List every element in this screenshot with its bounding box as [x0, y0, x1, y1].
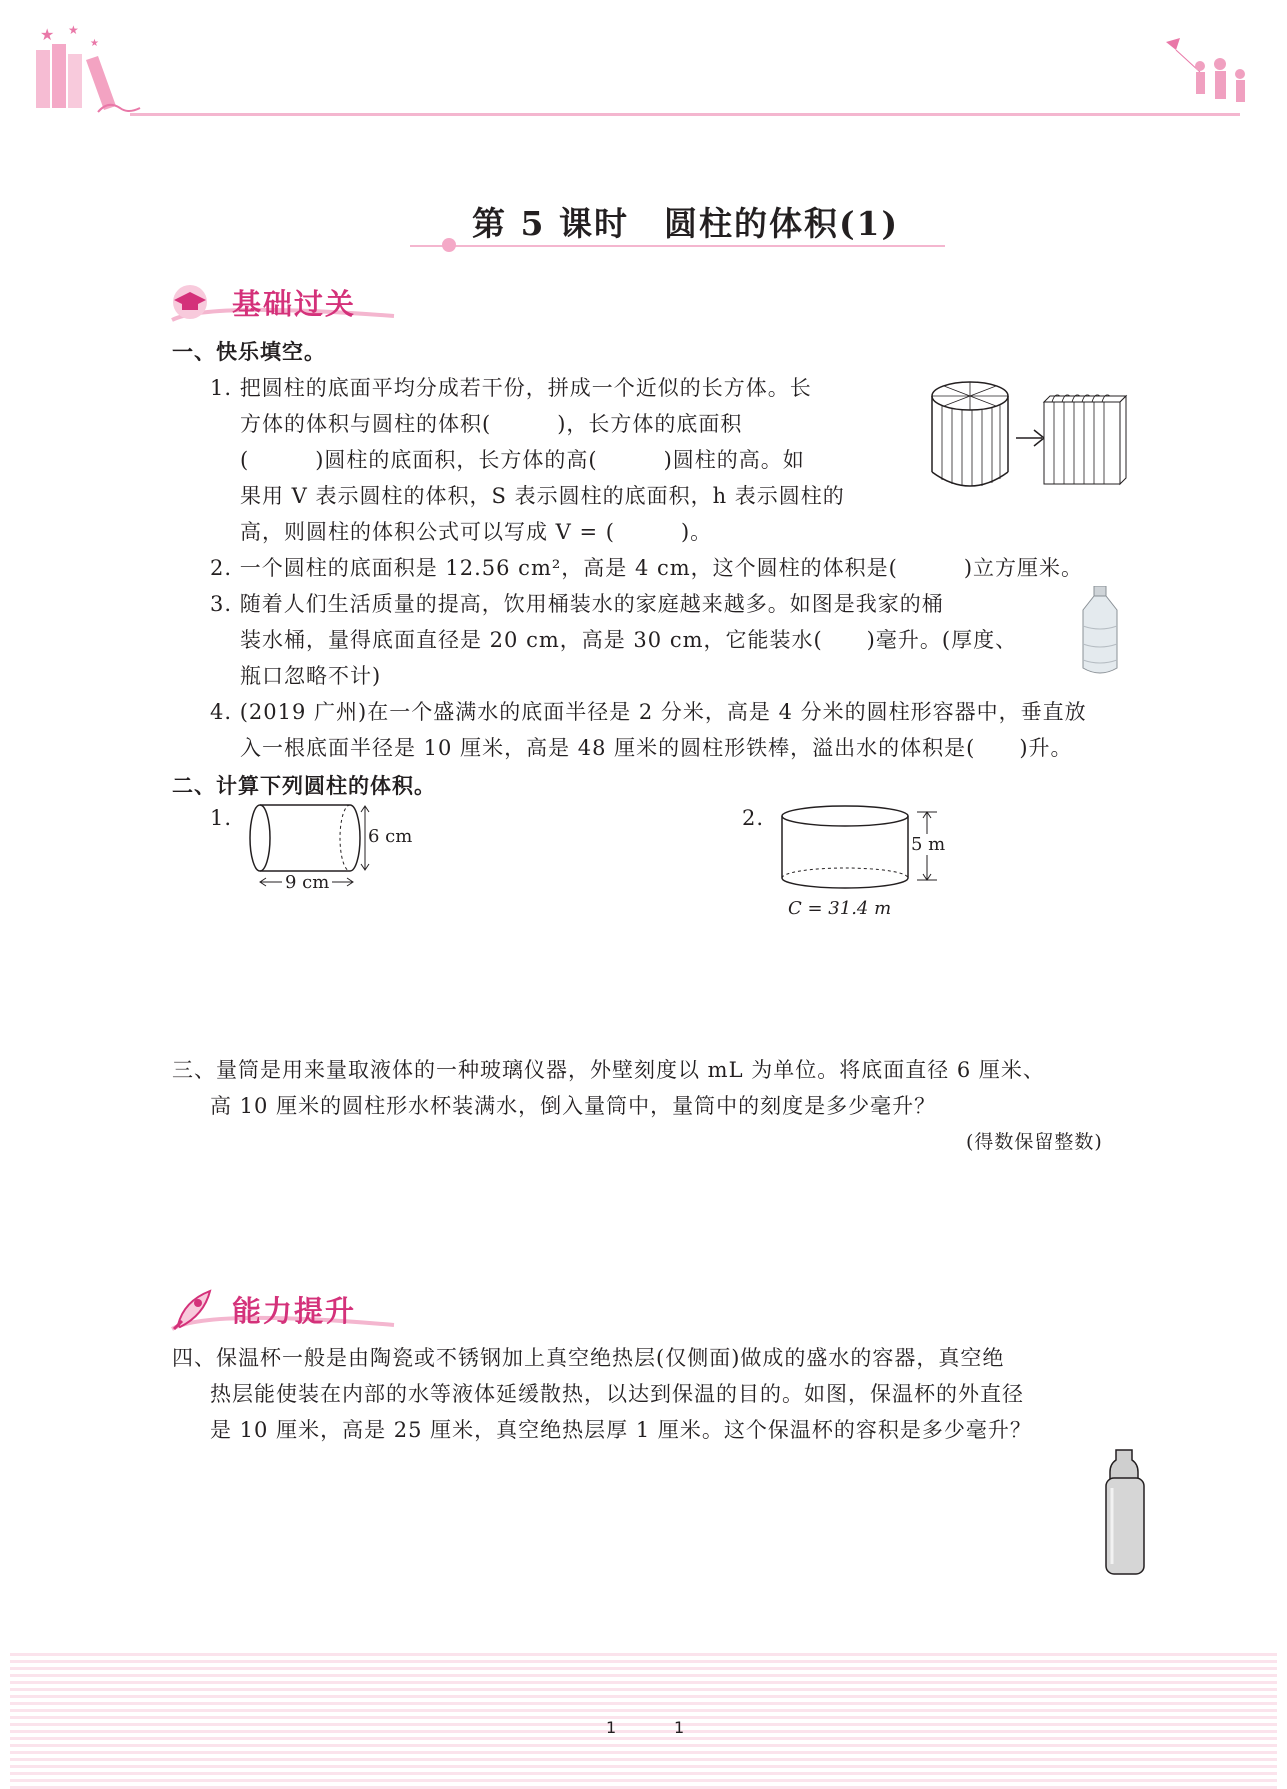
page-number-right: 1	[674, 1718, 685, 1737]
svg-text:★: ★	[68, 23, 79, 37]
ability-section-banner	[168, 1285, 398, 1335]
title-underline	[410, 245, 945, 247]
part3-line2: 高 10 厘米的圆柱形水杯装满水，倒入量筒中，量筒中的刻度是多少毫升？	[210, 1094, 937, 1118]
page-title: 第 5 课时 圆柱的体积(1)	[472, 204, 900, 243]
header-rule	[130, 113, 1240, 116]
part3-line1: 三、量筒是用来量取液体的一种玻璃仪器，外壁刻度以 mL 为单位。将底面直径 6 厘米、	[172, 1058, 1045, 1082]
part2-heading: 二、计算下列圆柱的体积。	[172, 774, 436, 798]
graduation-cap-icon	[170, 284, 212, 324]
title-underline-dot	[442, 238, 456, 252]
part4-line1: 四、保温杯一般是由陶瓷或不锈钢加上真空绝热层(仅侧面)做成的盛水的容器，真空绝	[172, 1346, 1005, 1370]
ability-section-title: 能力提升	[232, 1294, 357, 1328]
q1-line2: 方体的体积与圆柱的体积( )，长方体的底面积	[240, 412, 743, 436]
fig1-number: 1.	[210, 806, 233, 830]
rocket-icon	[170, 1287, 216, 1335]
q4-line2: 入一根底面半径是 10 厘米，高是 48 厘米的圆柱形铁棒，溢出水的体积是( )升。	[240, 736, 1073, 760]
q3-line1: 3. 随着人们生活质量的提高，饮用桶装水的家庭越来越多。如图是我家的桶	[210, 592, 944, 616]
part3-note: (得数保留整数)	[966, 1131, 1103, 1153]
water-bucket-icon	[1075, 586, 1125, 678]
footer-band	[10, 1653, 1277, 1789]
part4-line3: 是 10 厘米，高是 25 厘米，真空绝热层厚 1 厘米。这个保温杯的容积是多少毫升？	[210, 1418, 1032, 1442]
basic-section-banner	[168, 280, 398, 326]
q1-line5: 高，则圆柱的体积公式可以写成 V = ( )。	[240, 520, 713, 544]
q3-line3: 瓶口忽略不计)	[240, 664, 382, 688]
fig2-height-label: 5 m	[911, 834, 946, 855]
fig1-length-label: 9 cm	[282, 872, 332, 893]
q1-line1: 1. 把圆柱的底面平均分成若干份，拼成一个近似的长方体。长	[210, 376, 812, 400]
cylinder-to-cuboid-figure	[930, 378, 1140, 490]
fig1-height-label: 6 cm	[368, 826, 413, 847]
q1-line4: 果用 V 表示圆柱的体积，S 表示圆柱的底面积，h 表示圆柱的	[240, 484, 845, 508]
q4-line1: 4. (2019 广州)在一个盛满水的底面半径是 2 分米，高是 4 分米的圆柱形容器中，垂直放	[210, 700, 1087, 724]
svg-text:★: ★	[40, 25, 55, 44]
basic-section-title: 基础过关	[232, 287, 357, 321]
header-decoration-left	[28, 20, 148, 120]
part4-line2: 热层能使装在内部的水等液体延缓散热，以达到保温的目的。如图，保温杯的外直径	[210, 1382, 1024, 1406]
part1-heading: 一、快乐填空。	[172, 340, 326, 364]
q3-line2: 装水桶，量得底面直径是 20 cm，高是 30 cm，它能装水( )毫升。(厚度、	[240, 628, 1018, 652]
svg-text:★: ★	[90, 38, 99, 49]
page-number-left: 1	[606, 1718, 617, 1737]
q1-line3: ( )圆柱的底面积，长方体的高( )圆柱的高。如	[240, 448, 805, 472]
fig2-circumference-label: C = 31.4 m	[788, 898, 892, 919]
thermos-bottle-icon	[1102, 1448, 1150, 1578]
q2-text: 2. 一个圆柱的底面积是 12.56 cm²，高是 4 cm，这个圆柱的体积是( )立方厘米。	[210, 556, 1084, 580]
fig2-number: 2.	[742, 806, 765, 830]
header-kids-kite-illustration	[1160, 36, 1260, 116]
